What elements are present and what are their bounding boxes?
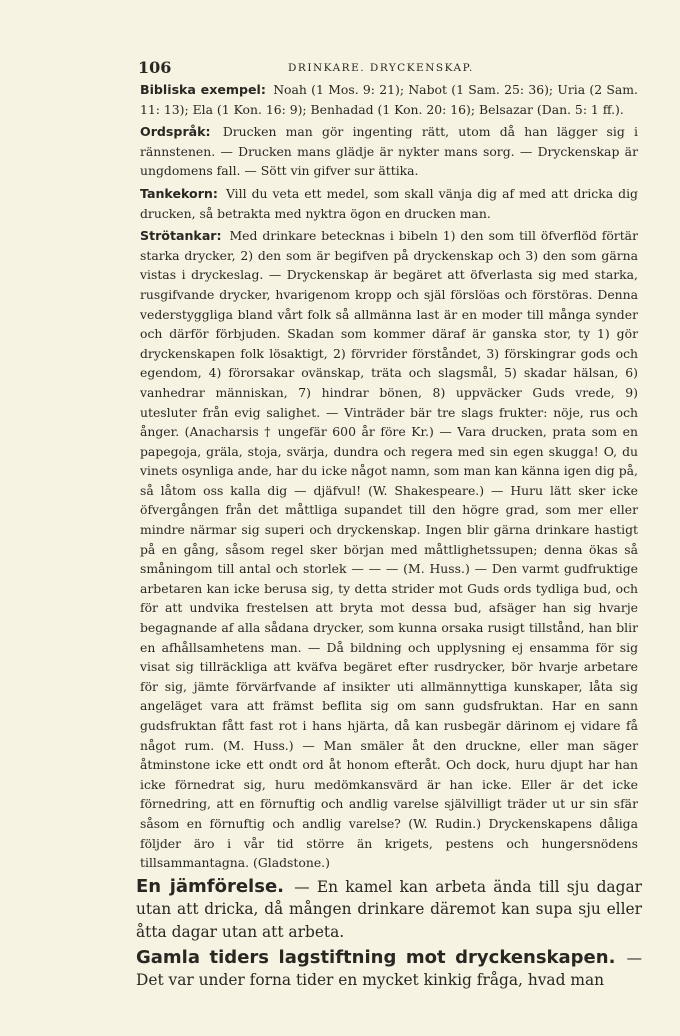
section-text: — Det var under forna tider en mycket kinkig fråga, hvad man bbox=[136, 948, 642, 990]
section-label: Strötankar: bbox=[140, 228, 222, 244]
section-label: Gamla tiders lagstiftning mot dryckenskapen. bbox=[136, 946, 616, 968]
section-label: En jämförelse. bbox=[136, 875, 284, 897]
section-label: Ordspråk: bbox=[140, 124, 211, 140]
section-text: Noah (1 Mos. 9: 21); Nabot (1 Sam. 25: 36); Uria (2 Sam. 11: 13); Ela (1 Kon. 16: 9); Benhadad (1 Kon. 20: 16); Belsazar (Dan. 5: 1 ff.). bbox=[140, 82, 638, 117]
section-comparison bbox=[136, 876, 642, 943]
section-text: Drucken man gör ingenting rätt, utom då han lägger sig i rännstenen. — Drucken mans glädje är nykter mans sorg. — Dryckenskap är ungdomens fall. — Sött vin gifver sur ättika. bbox=[140, 124, 638, 179]
section-text: Med drinkare betecknas i bibeln 1) den som till öfverflöd förtär starka drycker, 2) den som är begifven på dryckenskap och 3) den som gärna vistas i dryckeslag. — Dryckenskap är begäret att öfverlasta sig med starka, rusgifvande drycker, hvarigenom kropp och själ förslöas och förstöras. Denna vederstyggliga bland vårt folk så allmänna last är en moder till många synder och därför förbjuden. Skadan som kommer däraf är ganska stor, ty 1) gör dryckenskapen folk lösaktigt, 2) förvrider förståndet, 3) förskingrar gods och egendom, 4) förorsakar ovänskap, träta och slagsmål, 5) skadar hälsan, 6) vanhedrar människan, 7) hindrar bönen, 8) uppväcker Guds vrede, 9) utesluter från evig salighet. — Vinträder bär tre slags frukter: nöje, rus och ånger. (Anacharsis † ungefär 600 år före Kr.) — Vara drucken, prata som en papegoja, gräla, stoja, svärja, dundra och regera med sin egen skugga! O, du vinets osynliga ande, har du icke något namn, som man kan känna igen dig på, så låtom oss kalla dig — djäfvul! (W. Shakespeare.) — Huru lätt sker icke öfvergången från det måttliga supandet till den högre grad, som mer eller mindre närmar sig superi och dryckenskap. Ingen blir gärna drinkare hastigt på en gång, såsom regel sker början med måttlighetssupen; denna ökas så småningom till antal och storlek — — — (M. Huss.) — Den varmt gudfruktige arbetaren kan icke berusa sig, ty detta strider mot Guds ords tydliga bud, och för att undvika frestelsen att bryta mot dessa bud, afsäger han sig hvarje begagnande af alla sådana drycker, som kunna orsaka rusigt tillstånd, han blir en afhållsamhetens man. — Då bildning och upplysning ej ensamma för sig visat sig tillräckliga att kväfva begäret efter rusdrycker, bör hvarje arbetare för sig, jämte förvärfvande af insikter uti allmännyttiga kunskaper, låta sig angeläget vara att främst beflita sig om sann gudsfruktan. Har en sann gudsfruktan fått fast rot i hans hjärta, då kan rusbegär därinom ej vidare få något rum. (M. Huss.) — Man smäler åt den druckne, eller man säger åtminstone icke ett ondt ord åt honom efteråt. Och dock, huru djupt har han icke förnedrat sig, huru medömkansvärd är han icke. Eller är det icke förnedring, att en förnuftig och andlig varelse självilligt träder ut ur sin sfär såsom en förnuftig och andlig varelse? (W. Rudin.) Dryckenskapens dåliga följder äro i vår tid större än krigets, pestens och hungersnödens tillsammantagna. (Gladstone.) bbox=[140, 228, 638, 871]
section-legislation bbox=[136, 947, 642, 992]
section-proverbs bbox=[140, 122, 638, 181]
section-text: Vill du veta ett medel, som skall vänja dig af med att dricka dig drucken, så betrakta med nyktra ögon en drucken man. bbox=[140, 185, 638, 221]
section-thought-seeds bbox=[140, 184, 638, 223]
section-stray-thoughts bbox=[140, 226, 638, 873]
page-header bbox=[138, 58, 638, 80]
section-text: — En kamel kan arbeta ända till sju dagar utan att dricka, då mången drinkare däremot kan supa sju eller åtta dagar utan att arbeta. bbox=[136, 877, 642, 941]
section-label: Tankekorn: bbox=[140, 185, 218, 201]
section-biblical-examples bbox=[140, 80, 638, 119]
page-number: 106 bbox=[138, 58, 172, 77]
running-head: DRINKARE. DRYCKENSKAP. bbox=[288, 62, 474, 74]
section-label: Bibliska exempel: bbox=[140, 82, 266, 97]
